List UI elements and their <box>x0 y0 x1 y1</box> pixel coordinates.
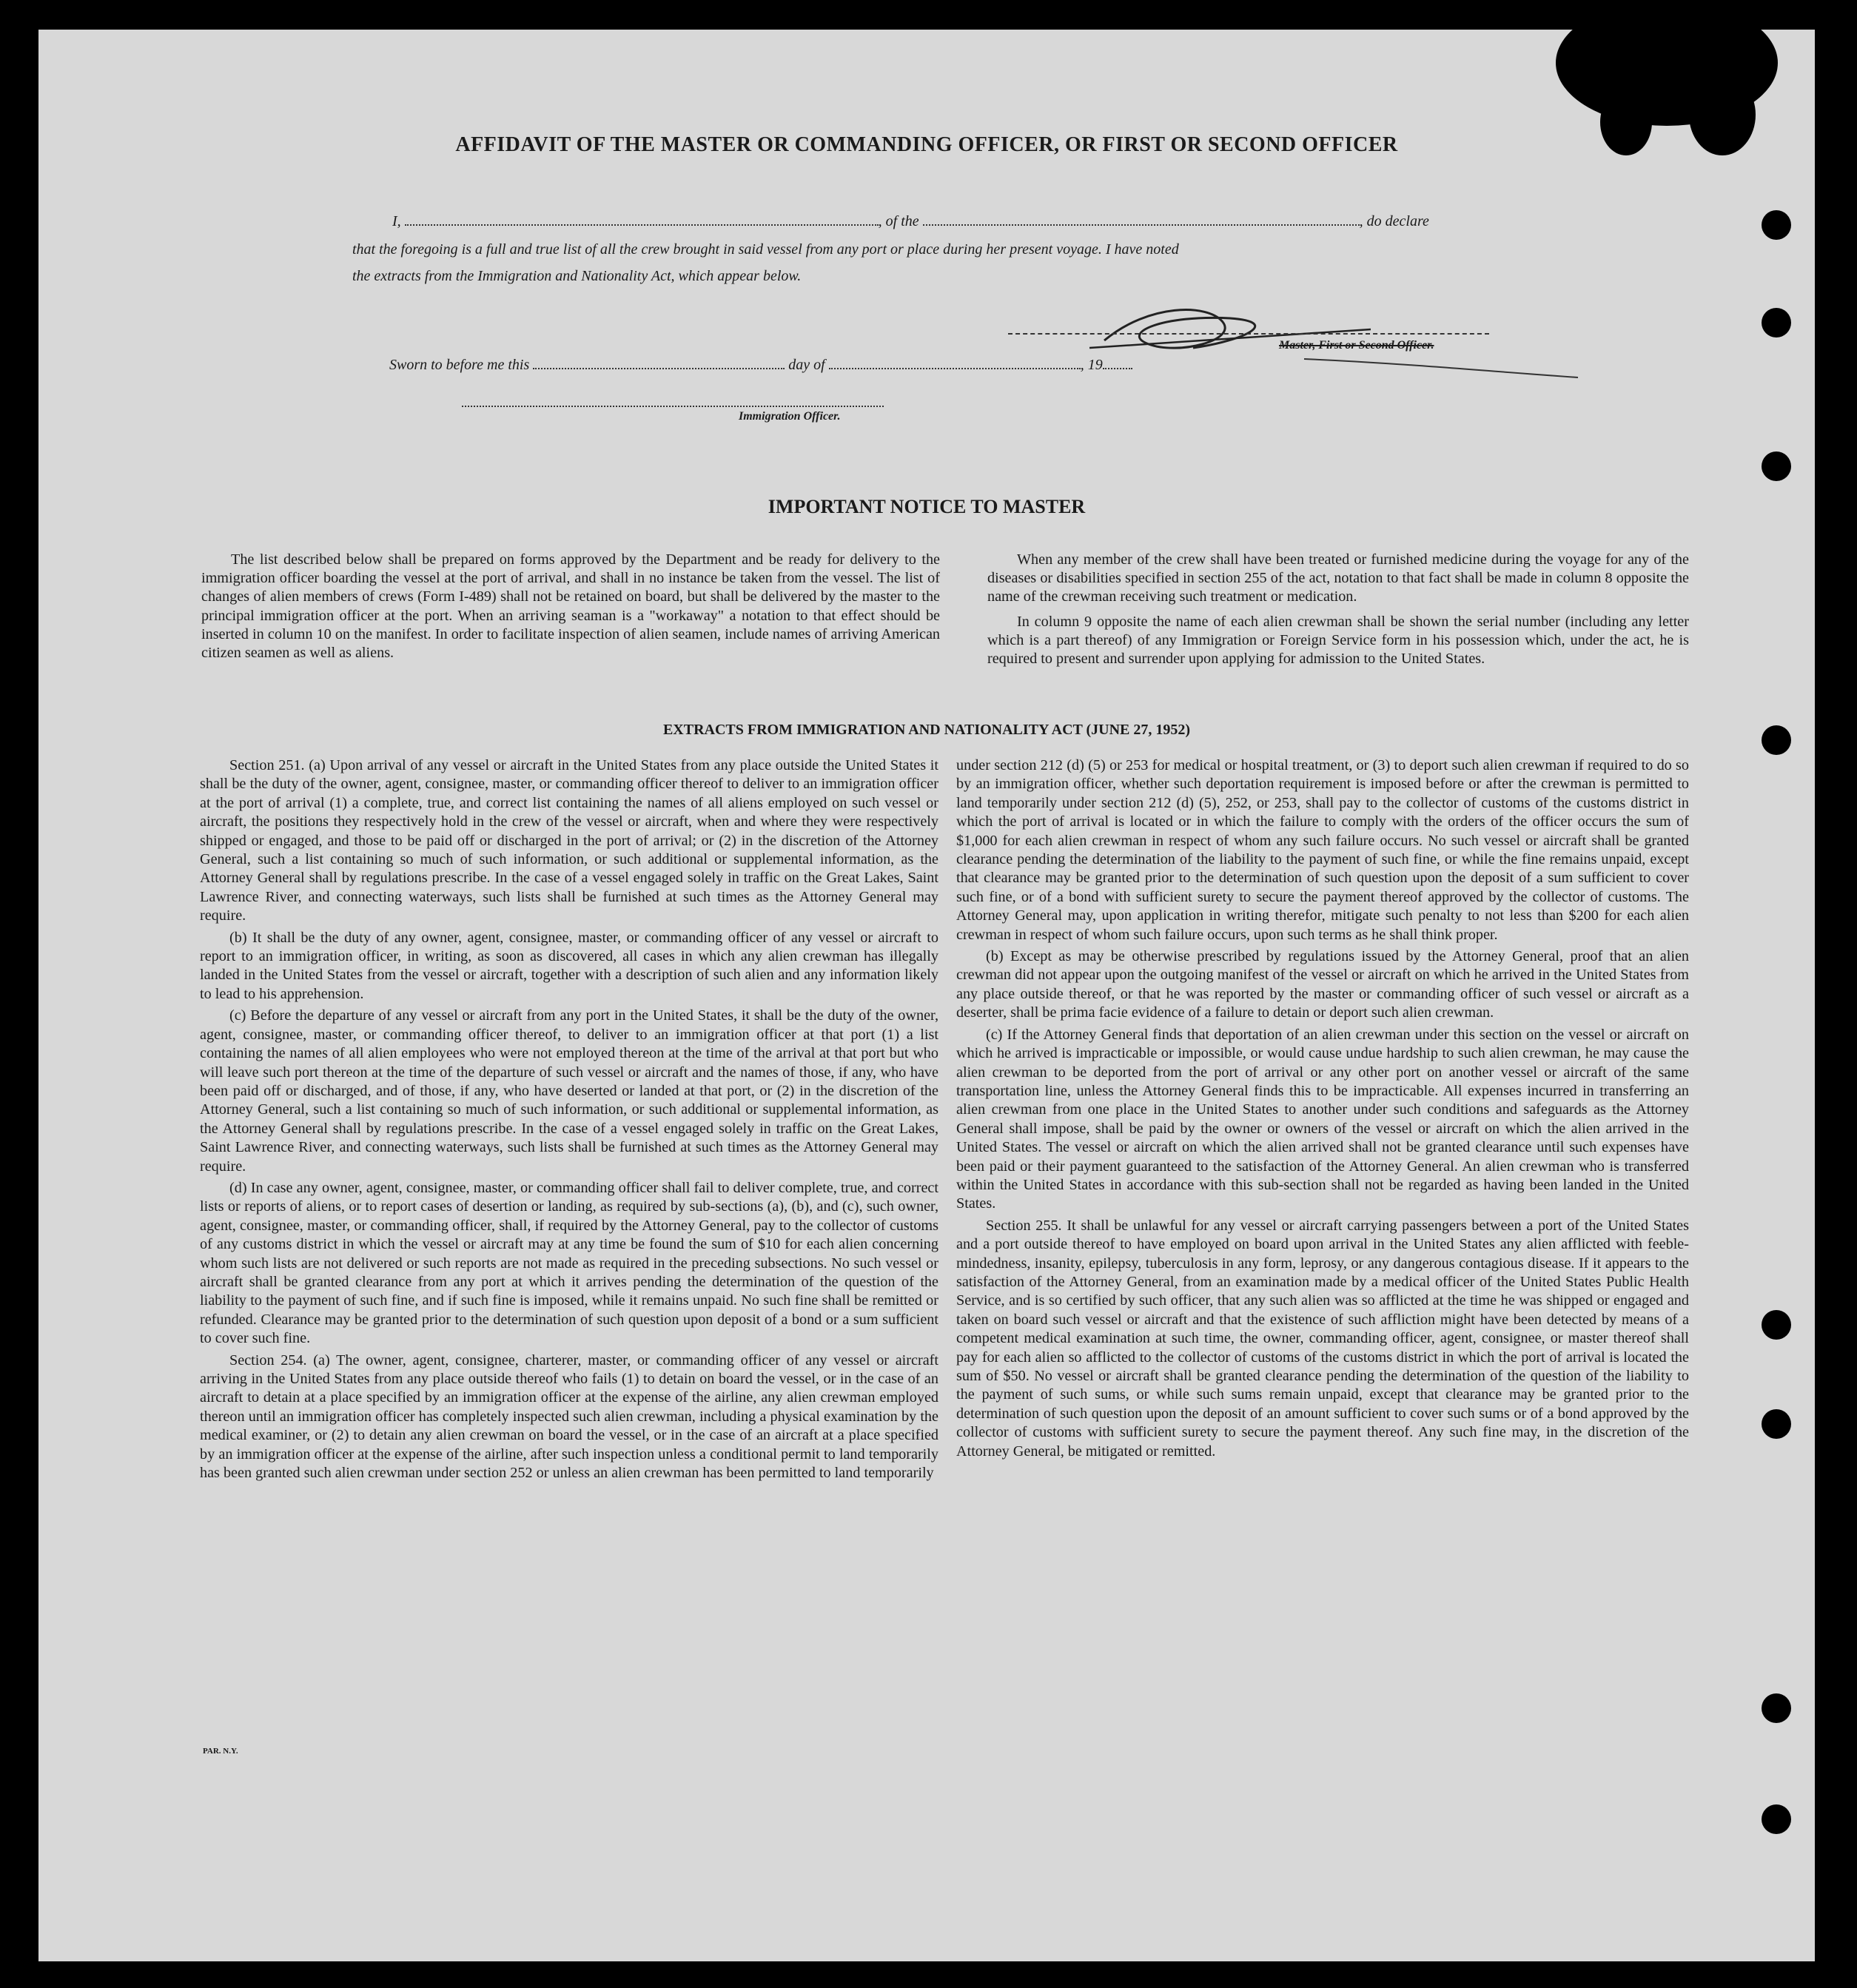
of-the-label: , of the <box>878 213 919 229</box>
name-field[interactable] <box>405 221 879 226</box>
section-255: Section 255. It shall be unlawful for any vessel or aircraft carrying passengers between a port of the United States and a port outside thereof to have employed on board upon arrival in the United States any alien afflicted with feeble-mindedness, insanity, epilepsy, tuberculosis in any form, leprosy, or any dangerous contagious disease. If it appears to the satisfaction of the Attorney General, from an examination made by a medical officer of the United States Public Health Service, and is so certified by such officer, that any such alien was so afflicted at the time he was shipped or engaged and taken on board such vessel or aircraft and that the existence of such affliction might have been detected by means of a competent medical examination at such time, the owner, commanding officer, agent, consignee, or master thereof shall pay for each alien so afflicted to the collector of customs of the customs district in which the port of arrival is located the sum of $50. No vessel or aircraft shall be granted clearance pending the determination of the question of the liability to the payment of such sums, or while such sums remain unpaid, except that clearance may be granted prior to the determination of such question upon the deposit of an amount sufficient to cover such sums or of a bond approved by the collector of customs with sufficient surety to secure the payment thereof. Any such fine may, in the discretion of the Attorney General, be mitigated or remitted. <box>956 1217 1689 1460</box>
sworn-label: Sworn to before me this <box>389 357 530 373</box>
immigration-officer-line[interactable] <box>462 406 884 407</box>
master-signature-line[interactable] <box>1008 333 1489 335</box>
section-254a: Section 254. (a) The owner, agent, consignee, charterer, master, or commanding officer of any vessel or aircraft arriving in the United States from any place outside thereof who fails (1) to detain on board the vessel, or in the case of an aircraft to detain at a place specified by an immigration officer at the expense of the airline, any alien crewman employed thereon until an immigration officer has completely inspected such alien crewman, including a physical examination by the medical examiner, or (2) to detain any alien crewman on board the vessel, or in the case of an aircraft at a place specified by an immigration officer at the expense of the airline, after such inspection unless a conditional permit to land temporarily has been granted such alien crewman under section 252 or unless an alien crewman has been permitted to land temporarily <box>200 1351 938 1482</box>
sworn-year-field[interactable] <box>1103 365 1132 369</box>
notice-left-column <box>201 551 940 665</box>
punch-hole <box>1762 1409 1791 1439</box>
punch-hole <box>1762 451 1791 481</box>
section-254a-continued: under section 212 (d) (5) or 253 for medical or hospital treatment, or (3) to deport such alien crewman if required to do so by an immigration officer, whether such deportation requirement is imposed before or after the crewman is permitted to land temporarily under section 212 (d) (5), 252, or 253, shall pay to the collector of customs of the customs district in which the port of arrival is located or in which the failure to comply with the orders of the officer occurs the sum of $1,000 for each alien crewman in respect of whom any such failure occurs. No such vessel or aircraft shall be granted clearance pending the determination of the liability to the payment of such fine, or while the fine remains unpaid, except that clearance may be granted prior to the determination of such question upon the deposit of a sum sufficient to cover such fine, or of a bond with sufficient surety to secure the payment thereof approved by the collector of customs. The Attorney General may, upon application in writing therefor, mitigate such penalty to not less than $200 for each alien crewman in respect of whom such failure occurs, upon such terms as he shall think proper. <box>956 757 1689 943</box>
affidavit-line-2: that the foregoing is a full and true list of all the crew brought in said vessel from any port or place during her present voyage. I have noted <box>352 241 1179 258</box>
punch-hole <box>1762 1693 1791 1723</box>
punch-hole <box>1762 308 1791 338</box>
punch-hole <box>1762 1804 1791 1834</box>
document-page <box>38 30 1815 1961</box>
section-254b: (b) Except as may be otherwise prescribed by regulations issued by the Attorney General, proof that an alien crewman did not appear upon the outgoing manifest of the vessel or aircraft on which he arrived in the United States from any place outside thereof, or that he was reported by the master or commanding officer of such vessel or aircraft as a deserter, shall be prima facie evidence of a failure to detain or deport such alien crewman. <box>956 948 1689 1021</box>
extracts-right-column <box>956 756 1689 1464</box>
extracts-title: EXTRACTS FROM IMMIGRATION AND NATIONALITY ACT (JUNE 27, 1952) <box>662 722 1191 738</box>
section-251a: Section 251. (a) Upon arrival of any vessel or aircraft in the United States from any place outside the United States it shall be the duty of the owner, agent, consignee, master, or commanding officer thereof to deliver to an immigration officer at the port of arrival (1) a complete, true, and correct list containing the names of all aliens employed on such vessel or aircraft, the positions they respectively hold in the crew of the vessel or aircraft, when and where they were respectively shipped or engaged, and those to be paid off or discharged in the port of arrival; or (2) in the discretion of the Attorney General, such a list containing so much of such information, or such additional or supplemental information, as the Attorney General shall by regulations prescribe. In the case of a vessel engaged solely in traffic on the Great Lakes, Saint Lawrence River, and connecting waterways, such lists shall be furnished at such times as the Attorney General may require. <box>200 757 938 924</box>
extracts-left-column <box>200 756 938 1485</box>
section-251d: (d) In case any owner, agent, consignee, master, or commanding officer shall fail to deliver complete, true, and correct lists or reports of aliens, or to report cases of desertion or landing, as required by sub-sections (a), (b), and (c), such owner, agent, consignee, master, or commanding officer, shall, if required by the Attorney General, pay to the collector of customs of any customs district in which the vessel or aircraft may at any time be found the sum of $10 for each alien concerning whom such lists are not delivered or such reports are not made as required in the preceding subsections. No such vessel or aircraft shall be granted clearance from any port at which it arrives pending the determination of the question of the liability to the payment of such fine, and if such fine is imposed, while it remains unpaid. No such fine shall be remitted or refunded. Clearance may be granted prior to the determination of such question upon deposit of a bond or a sum sufficient to cover such fine. <box>200 1179 938 1347</box>
sworn-month-field[interactable] <box>829 365 1081 369</box>
section-251c: (c) Before the departure of any vessel or aircraft from any port in the United States, it shall be the duty of the owner, agent, consignee, master, or commanding officer thereof, to deliver to an immigration officer at that port (1) a list containing the names of all alien employees who were not employed thereon at the time of the arrival at that port but who will leave such port thereon at the time of the departure of such vessel or aircraft and the names of those, if any, who have been paid off or discharged, and of those, if any, who have deserted or landed at that port, or (2) in the discretion of the Attorney General, such a list containing so much of such information, or such additional or supplemental information, as the Attorney General shall by regulations prescribe. In the case of a vessel engaged solely in traffic on the Great Lakes, Saint Lawrence River, and connecting waterways, such lists shall be furnished at such times as the Attorney General may require. <box>200 1007 938 1175</box>
affidavit-line-3: the extracts from the Immigration and Nationality Act, which appear below. <box>352 268 802 284</box>
affidavit-line-1 <box>392 213 1547 230</box>
print-code: PAR. N.Y. <box>203 1747 238 1756</box>
notice-left-paragraph: The list described below shall be prepared on forms approved by the Department and be ready for delivery to the immigration officer boarding the vessel at the port of arrival, and shall in no instance be taken from the vessel. The list of changes of alien members of crews (Form I-489) shall not be retained on board, but shall be delivered by the master to the principal immigration officer at the port. When an arriving seaman is a "workaway" a notation to that effect should be inserted in column 10 on the manifest. In order to facilitate inspection of alien seamen, include names of arriving American citizen seamen as well as aliens. <box>201 551 940 662</box>
do-declare-label: , do declare <box>1359 213 1429 229</box>
sworn-line <box>389 357 1277 374</box>
notice-title: IMPORTANT NOTICE TO MASTER <box>768 496 1086 517</box>
master-signature-caption: Master, First or Second Officer. <box>1279 339 1434 352</box>
punch-hole <box>1762 1310 1791 1340</box>
section-251b: (b) It shall be the duty of any owner, agent, consignee, master, or commanding officer of any vessel or aircraft to report to an immigration officer, in writing, as soon as discovered, all cases in which any alien crewman has illegally landed in the United States from the vessel or aircraft, together with a description of such alien and any information likely to lead to his apprehension. <box>200 929 938 1002</box>
immigration-officer-caption: Immigration Officer. <box>739 410 841 423</box>
vessel-field[interactable] <box>923 221 1360 226</box>
punch-hole <box>1762 210 1791 240</box>
notice-right-paragraph-2: In column 9 opposite the name of each alien crewman shall be shown the serial number (including any letter which is a part thereof) of any Immigration or Foreign Service form in his possession which, under the act, he is required to present and surrender upon applying for admission to the United States. <box>987 613 1689 668</box>
day-of-label: day of <box>788 357 825 373</box>
sworn-day-field[interactable] <box>533 365 785 369</box>
notice-right-paragraph-1: When any member of the crew shall have been treated or furnished medicine during the voyage for any of the diseases or disabilities specified in section 255 of the act, notation to that fact shall be made in column 8 opposite the name of the crewman receiving such treatment or medication. <box>987 551 1689 605</box>
year-label: , 19 <box>1080 357 1103 373</box>
affidavit-i-label: I, <box>392 213 401 229</box>
section-254c: (c) If the Attorney General finds that deportation of an alien crewman under this section on the vessel or aircraft on which he arrived is impracticable or impossible, or would cause undue hardship to such alien crewman, he may cause the alien crewman to be deported from the port of arrival or any other port on another vessel or aircraft of the same transportation line, unless the Attorney General finds this to be impracticable. All expenses incurred in transferring an alien crewman from one place in the United States to another under such conditions and safeguards as the Attorney General shall impose, shall be paid by the owner or owners of the vessel or aircraft on which the alien arrived in the United States. The vessel or aircraft on which the alien arrived shall not be granted clearance until such expenses have been paid or their payment guaranteed to the satisfaction of the Attorney General. An alien crewman who is transferred within the United States in accordance with this sub-section shall not be regarded as having been landed in the United States. <box>956 1026 1689 1212</box>
affidavit-title: AFFIDAVIT OF THE MASTER OR COMMANDING OFFICER, OR FIRST OR SECOND OFFICER <box>455 133 1398 156</box>
notice-right-column <box>987 551 1689 671</box>
